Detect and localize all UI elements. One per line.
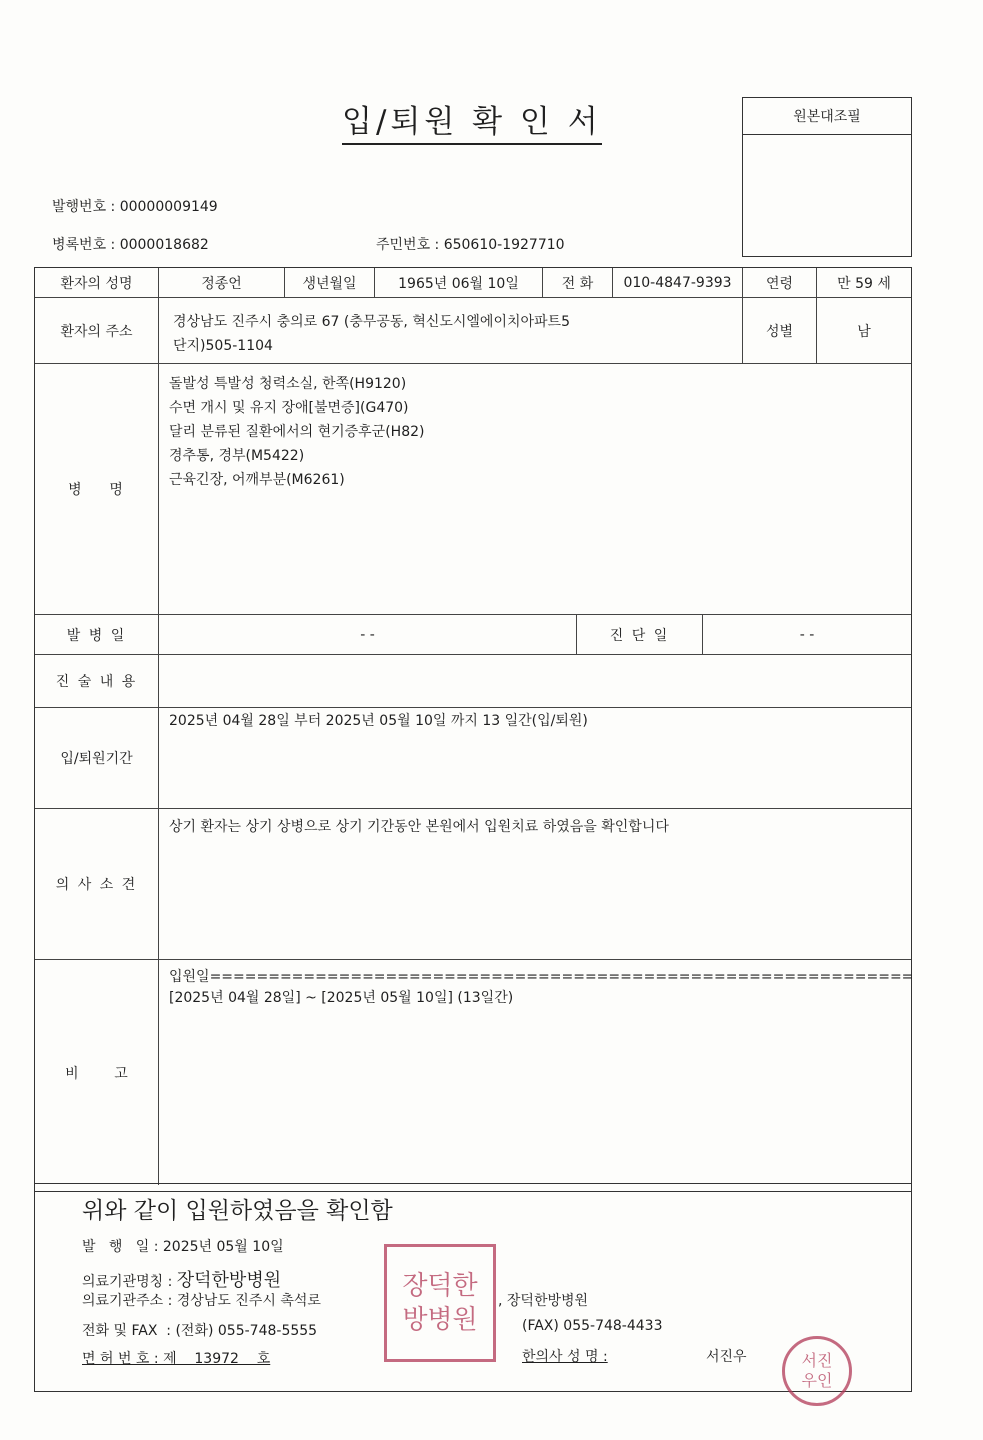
- doctor-name: 서진우: [706, 1349, 747, 1365]
- address-label: 환자의 주소: [35, 298, 159, 364]
- doctor-seal-text: 서진우인: [801, 1351, 833, 1390]
- opinion-label: 의 사 소 견: [35, 809, 159, 960]
- original-check-label: 원본대조필: [743, 98, 911, 135]
- age-label: 연령: [743, 268, 817, 298]
- diagnosis-item: 달리 분류된 질환에서의 현기증후군(H82): [169, 424, 425, 440]
- age-value: 만 59 세: [817, 268, 911, 298]
- doctor-seal-stamp: [782, 1336, 852, 1406]
- diagnosis-item: 경추통, 경부(M5422): [169, 448, 305, 464]
- institution-fax: (FAX) 055-748-4433: [522, 1318, 663, 1334]
- statement-cell: [159, 655, 911, 708]
- certificate-table: [34, 267, 912, 1192]
- sex-value: 남: [817, 298, 911, 364]
- sex-label: 성별: [743, 298, 817, 364]
- issue-number: 발행번호 : 00000009149: [52, 199, 218, 215]
- institution-address-tail: , 장덕한방병원: [498, 1293, 589, 1309]
- institution-phone: 전화 및 FAX : (전화) 055-748-5555: [82, 1323, 318, 1339]
- institution-name-label: 의료기관명칭 : 장덕한방병원: [82, 1270, 282, 1291]
- birth-label: 생년월일: [285, 268, 375, 298]
- diagnosis-date-value: - -: [703, 615, 911, 655]
- birth-date: 1965년 06월 10일: [375, 268, 543, 298]
- document-title: 입/퇴원 확 인 서: [342, 96, 602, 145]
- diagnosis-date-label: 진 단 일: [577, 615, 703, 655]
- diagnosis-item: 근육긴장, 어깨부분(M6261): [169, 472, 345, 488]
- hospital-seal-text: 장덕한방병원: [402, 1271, 478, 1335]
- remarks-line-2: [2025년 04월 28일] ~ [2025년 05월 10일] (13일간): [169, 990, 514, 1006]
- remarks-label: 비 고: [35, 960, 159, 1185]
- address-line-1: 경상남도 진주시 충의로 67 (충무공동, 혁신도시엘에이치아파트5: [173, 314, 570, 330]
- phone-number: 010-4847-9393: [613, 268, 743, 298]
- opinion-text: 상기 환자는 상기 상병으로 상기 기간동안 본원에서 입원치료 하였음을 확인합니다: [169, 819, 669, 835]
- institution-name: 장덕한방병원: [176, 1270, 282, 1291]
- patient-name: 정종언: [159, 268, 285, 298]
- doctor-label: 한의사 성 명 :: [522, 1349, 608, 1365]
- onset-label: 발 병 일: [35, 615, 159, 655]
- statement-label: 진 술 내 용: [35, 655, 159, 708]
- resident-number: 주민번호 : 650610-1927710: [376, 237, 565, 253]
- period-text: 2025년 04월 28일 부터 2025년 05월 10일 까지 13 일간(입/퇴원): [169, 713, 588, 729]
- confirmation-statement: 위와 같이 입원하였음을 확인함: [82, 1198, 393, 1224]
- hospital-seal-stamp: [384, 1244, 496, 1362]
- diagnosis-label: 병 명: [35, 364, 159, 615]
- diagnosis-item: 수면 개시 및 유지 장애[불면증](G470): [169, 400, 409, 416]
- period-label: 입/퇴원기간: [35, 708, 159, 809]
- original-check-box: [742, 97, 912, 257]
- diagnosis-item: 돌발성 특발성 청력소실, 한쪽(H9120): [169, 376, 407, 392]
- address-line-2: 단지)505-1104: [173, 338, 273, 354]
- institution-address: 의료기관주소 : 경상남도 진주시 촉석로: [82, 1293, 326, 1309]
- onset-value: - -: [159, 615, 577, 655]
- license-number: 면 허 번 호 : 제 13972 호: [82, 1351, 271, 1367]
- issue-date: 발 행 일 : 2025년 05월 10일: [82, 1239, 284, 1255]
- patient-name-label: 환자의 성명: [35, 268, 159, 298]
- remarks-line-1: 입원일============================================================: [169, 969, 914, 985]
- phone-label: 전 화: [543, 268, 613, 298]
- record-number: 병록번호 : 0000018682: [52, 237, 209, 253]
